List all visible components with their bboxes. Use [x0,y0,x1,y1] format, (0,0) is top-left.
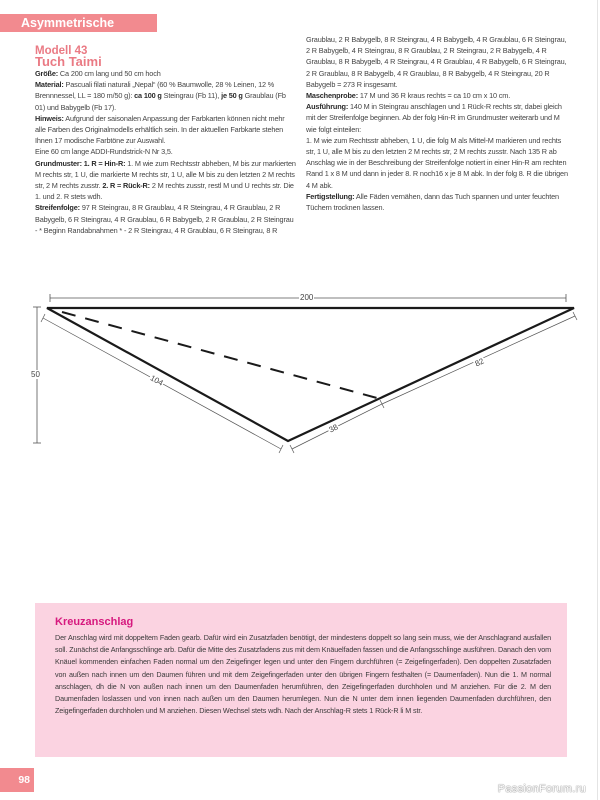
info-box-text: Der Anschlag wird mit doppeltem Faden gearb. Dafür wird ein Zusatzfaden benötigt, der mindestens doppelt so lang sein muss, wie der Anschlagrand ausfallen soll. Zunächst die Anfangsschlinge arb. Dafür die Mitte des Zusatzfadens zus mit dem Knäuelfaden fassen und die Anfangsschlinge ausführen. Danach den vom Knäuel kommenden einfachen Faden normal um den Zeigefinger legen und unter den Fingern durchführen (= Zeigefingerfaden). Den doppelten Zusatzfaden von außen nach innen um den Daumen führen und mit dem Zeigefingerfaden unter den übrigen Fingern festhalten (= Daumenfaden). Nun die 1. M normal anschlagen, dh die N von außen nach innen um den Daumenfaden herumführen, den Zeigefingerfaden durchholen und M anziehen. Für die 2. M den Daumenfaden loslassen und von innen nach außen um den Daumen herumlegen. Nun die N unter dem innen liegenden Daumenfaden durchführen, den Zeigefingerfaden durchholen und M anziehen. Diesen Wechsel stets wdh. Nach der Anschlag-R stets 1 Rück-R li M str. [55,633,551,716]
watermark: PassionForum.ru [497,783,586,795]
material-text: Pascuali filati naturali „Nepal“ (60 % Baumwolle, 28 % Leinen, 12 % Brennnessel, LL = 180 m/50 g): [35,80,275,101]
execution-text: 140 M in Steingrau anschlagen und 1 Rück-R rechts str, dabei gleich mit der Streifenfolge beginnen. Ab der folg Hin-R im Grundmuster weiterarb und M wie folgt einteilen: [306,102,562,134]
size-paragraph [35,68,297,79]
dim-label-left-edge: 104 [148,373,165,388]
info-box-title: Kreuzanschlag [55,616,134,628]
shawl-schematic [0,285,600,455]
execution-label: Ausführung: [306,102,349,112]
model-number: Modell 43 [35,45,88,57]
model-title: Tuch Taimi [35,54,102,69]
gauge-text: 17 M und 36 R kraus rechts = ca 10 cm x 10 cm. [357,91,511,101]
dim-label-height: 50 [31,370,40,379]
note-paragraph [35,113,297,147]
section-header: Asymmetrische Tücher [0,14,157,32]
execution-paragraph [306,101,568,135]
pattern-paragraph [35,158,297,203]
stripe-continuation: Graublau, 2 R Babygelb, 8 R Steingrau, 4 R Babygelb, 4 R Graublau, 6 R Steingrau, 2 R Babygelb, 4 R Steingrau, 8 R Graublau, 2 R Steingrau, 2 R Babygelb, 4 R Graublau, 8 R Babygelb, 4 R Steingrau, 4 R Graublau, 4 R Babygelb, 6 R Steingrau, 2 R Graublau, 8 R Babygelb, 4 R Graublau, 8 R Babygelb, 4 R Steingrau, 20 R Babygelb = 273 R insgesamt. [306,35,567,89]
needle-paragraph: Eine 60 cm lange ADDI-Rundstrick-N Nr 3,5. [35,147,173,157]
size-label: Größe: [35,69,59,78]
note-text: Aufgrund der saisonalen Anpassung der Farbkarten können nicht mehr alle Farben des Originalmodells erhältlich sein. In der aktuellen Farbkarte stehen Ihnen 17 modische Farbtöne zur Auswahl. [35,113,285,146]
cast-on-info-box [35,603,567,757]
shawl-outline [47,308,574,441]
stripe-text: 97 R Steingrau, 8 R Graublau, 4 R Steingrau, 4 R Graublau, 2 R Babygelb, 6 R Steingrau, 4 R Graublau, 6 R Babygelb, 2 R Graublau, 2 R Steingrau - * Beginn Randabnahmen * - 2 R Steingrau, 4 R Graublau, 6 R Steingrau, 8 R [35,203,294,235]
pattern-text: 2 M rechts zusstr, restl M und U rechts str. Die 1. und 2. R stets wdh. [35,181,294,202]
schematic-drawing [0,285,600,455]
material-text: Steingrau (Fb 11), [161,91,222,101]
dim-label-right-lower: 38 [327,422,340,435]
pattern-label: Grundmuster: 1. R = Hin-R: [35,158,126,168]
dim-label-right-upper: 82 [473,356,486,369]
instructions-right-column [306,34,568,213]
material-paragraph [35,79,297,113]
instructions-left-column [35,68,297,236]
finishing-label: Fertigstellung: [306,191,355,201]
stripe-paragraph [35,202,297,236]
finishing-text: Alle Fäden vernähen, dann das Tuch spannen und unter feuchten Tüchern trocknen lassen. [306,191,559,213]
note-label: Hinweis: [35,113,64,123]
size-text: Ca 200 cm lang und 50 cm hoch [58,69,161,78]
gauge-label: Maschenprobe: [306,91,358,101]
page-number: 98 [0,768,34,792]
stripe-label: Streifenfolge: [35,203,80,213]
pattern-text: 1. M wie zum Rechtsstr abheben, M bis zur markierten M rechts str, 1 U, die markierte M rechts str, 1 U, alle M bis zu den letzten 2 M rechts str, 2 M rechts zusstr. [35,158,296,191]
decrease-start-line [62,312,377,398]
finishing-paragraph [306,191,568,213]
material-label: Material: [35,80,64,90]
gauge-paragraph [306,90,568,101]
execution-paragraph-2: 1. M wie zum Rechtsstr abheben, 1 U, die folg M als Mittel-M markieren und rechts str, 1 U, alle M bis zu den letzten 2 M rechts str, 2 M rechts zusstr. Nach 135 R ab Anschlag wie in der Beschreibung der Streifenfolge notiert in einer Hin-R am rechten Rand 1 x 8 M und dann in jeder 8. R noch16 x je 8 M abk. In der folg 8. R die übrigen 4 M abk. [306,135,568,190]
dim-label-width: 200 [300,293,314,302]
material-amount: ca 100 g [134,91,162,101]
material-amount: je 50 g [221,91,243,101]
pattern-label-2: 2. R = Rück-R: [102,181,150,191]
material-text: Graublau (Fb 01) und Babygelb (Fb 17). [35,91,286,112]
